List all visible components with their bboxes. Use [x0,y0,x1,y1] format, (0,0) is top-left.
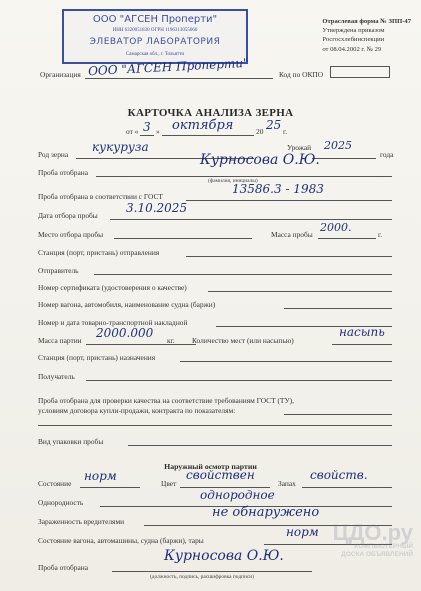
place-line [114,238,252,239]
okpo-label: Код по ОКПО [279,70,324,79]
pest-label: Зараженность вредителями [38,517,125,526]
state-label: Состояние [38,479,72,488]
taker-line [96,176,392,177]
wagon-label: Номер вагона, автомобиля, наименование судна (баржи) [38,300,216,309]
stamp-ids: ИНН 6320051830 ОГРН 1196313055060 [112,28,198,33]
site-watermark [293,520,413,583]
mass-value: 2000. [320,221,352,234]
sampling-date-value: 3.10.2025 [126,201,188,215]
date-month: октября [172,118,234,133]
places-line [332,344,392,345]
purpose-line-1: Проба отобрана для проверки качества на соответствие требованиям ГОСТ (ТУ), [38,396,294,405]
sign-hint: (должность, подпись, расшифровка подписи) [150,574,254,580]
tare-label: Состояние вагона, автомашины, судна (баржи), тары [38,536,204,545]
uniform-value: однородное [200,488,275,502]
batch-line [86,344,196,345]
mass-line [318,238,376,239]
uniform-label: Однородность [38,498,84,507]
gost-line [186,200,392,201]
purpose-line-2: условиям договора купли-продажи, контракта по показателям: [38,406,236,415]
pack-label: Вид упаковки пробы [38,437,104,446]
form-header [322,17,411,54]
inspection-title: Наружный осмотр партии [164,462,257,471]
station-dep-line [186,256,392,257]
smell-label: Запах [278,479,296,488]
station-dep-label: Станция (порт, пристань) отправления [38,248,160,257]
org-value: ООО "АГСЕН Проперти" [87,55,249,79]
places-value: насыпь [339,325,385,339]
cert-label: Номер сертификата (удостоверения о качестве) [38,283,187,292]
sampling-date-line [110,219,392,220]
receiver-line [86,380,392,381]
gost-label: Проба отобрана в соответствии с ГОСТ [38,192,163,201]
grain-label: Род зерна [38,150,69,159]
harvest-label: Урожай [287,143,312,152]
state-value: норм [84,469,117,483]
org-line [85,78,273,79]
place-label: Место отбора пробы [38,230,104,239]
org-label: Организация [40,70,81,79]
wagon-line [284,308,392,309]
okpo-box[interactable] [330,66,390,78]
taker-label: Проба отобрана [38,168,89,177]
cert-line [208,291,392,292]
watermark-brand: ЦДО.ру [332,520,413,545]
date-day: 3 [143,120,151,134]
grain-value: кукуруза [92,140,149,154]
tare-value: норм [286,525,319,539]
date-close: » [156,127,160,136]
mass-unit: г. [378,230,383,239]
stamp-lab: ЭЛЕВАТОР ЛАБОРАТОРИЯ [89,37,221,47]
receiver-label: Получатель [38,372,75,381]
watermark-sub1: КОМПЬЮТЕРНЫЙ [354,543,413,550]
stamp-address: Самарская обл., г. Тольятти [125,52,185,57]
pest-value: не обнаружено [212,505,320,520]
invoice-label: Номер и дата товарно-транспортной накладной [38,318,188,327]
state-line [80,487,140,488]
pack-line [128,445,392,446]
form-approved: Утверждена приказом [322,27,385,35]
date-year-prefix: 20 [256,127,264,136]
batch-value: 2000.000 [96,326,154,340]
smell-line [302,487,392,488]
gost-value: 13586.3 - 1983 [232,182,324,196]
harvest-value: 2025 [324,139,352,152]
stamp-company: ООО "АГСЕН Проперти" [92,14,218,25]
harvest-suffix: года [380,150,394,159]
station-dest-line [180,361,392,362]
date-from: от « [126,127,139,136]
places-label: Количество мест (или насыпью) [192,336,294,345]
sender-label: Отправитель [38,266,79,275]
purpose-line [284,414,392,415]
batch-label: Масса партии [38,336,82,345]
color-value: свойствен [186,468,255,482]
sign-label: Проба отобрана [38,563,89,572]
sign-line [112,571,312,572]
watermark-sub2: ДОСКА ОБЪЯВЛЕНИЙ [341,551,413,558]
company-stamp [62,9,248,64]
batch-unit: кг. [167,336,175,345]
sampling-date-label: Дата отбора пробы [38,211,98,220]
smell-value: свойств. [310,468,368,482]
harvest-line [312,158,376,159]
form-date: от 08.04.2002 г. № 29 [322,45,382,53]
taker-value: Курносова О.Ю. [200,152,320,168]
sign-value: Курносова О.Ю. [164,548,284,564]
date-month-line [162,135,254,136]
form-number: Отраслевая форма № ЗПП-47 [322,18,411,25]
color-label: Цвет [161,479,177,488]
sender-line [94,274,392,275]
taker-hint: (фамилия, инициалы) [208,178,258,184]
purpose-line-extra [38,425,392,426]
form-agency: Росгосхлебинспекции [322,36,385,44]
card-title: КАРТОЧКА АНАЛИЗА ЗЕРНА [127,107,294,119]
date-day-line [140,135,154,136]
mass-label: Масса пробы [271,230,313,239]
date-g: г. [283,127,288,136]
station-dest-label: Станция (порт, пристань) назначения [38,353,156,362]
date-year: 25 [266,118,282,132]
